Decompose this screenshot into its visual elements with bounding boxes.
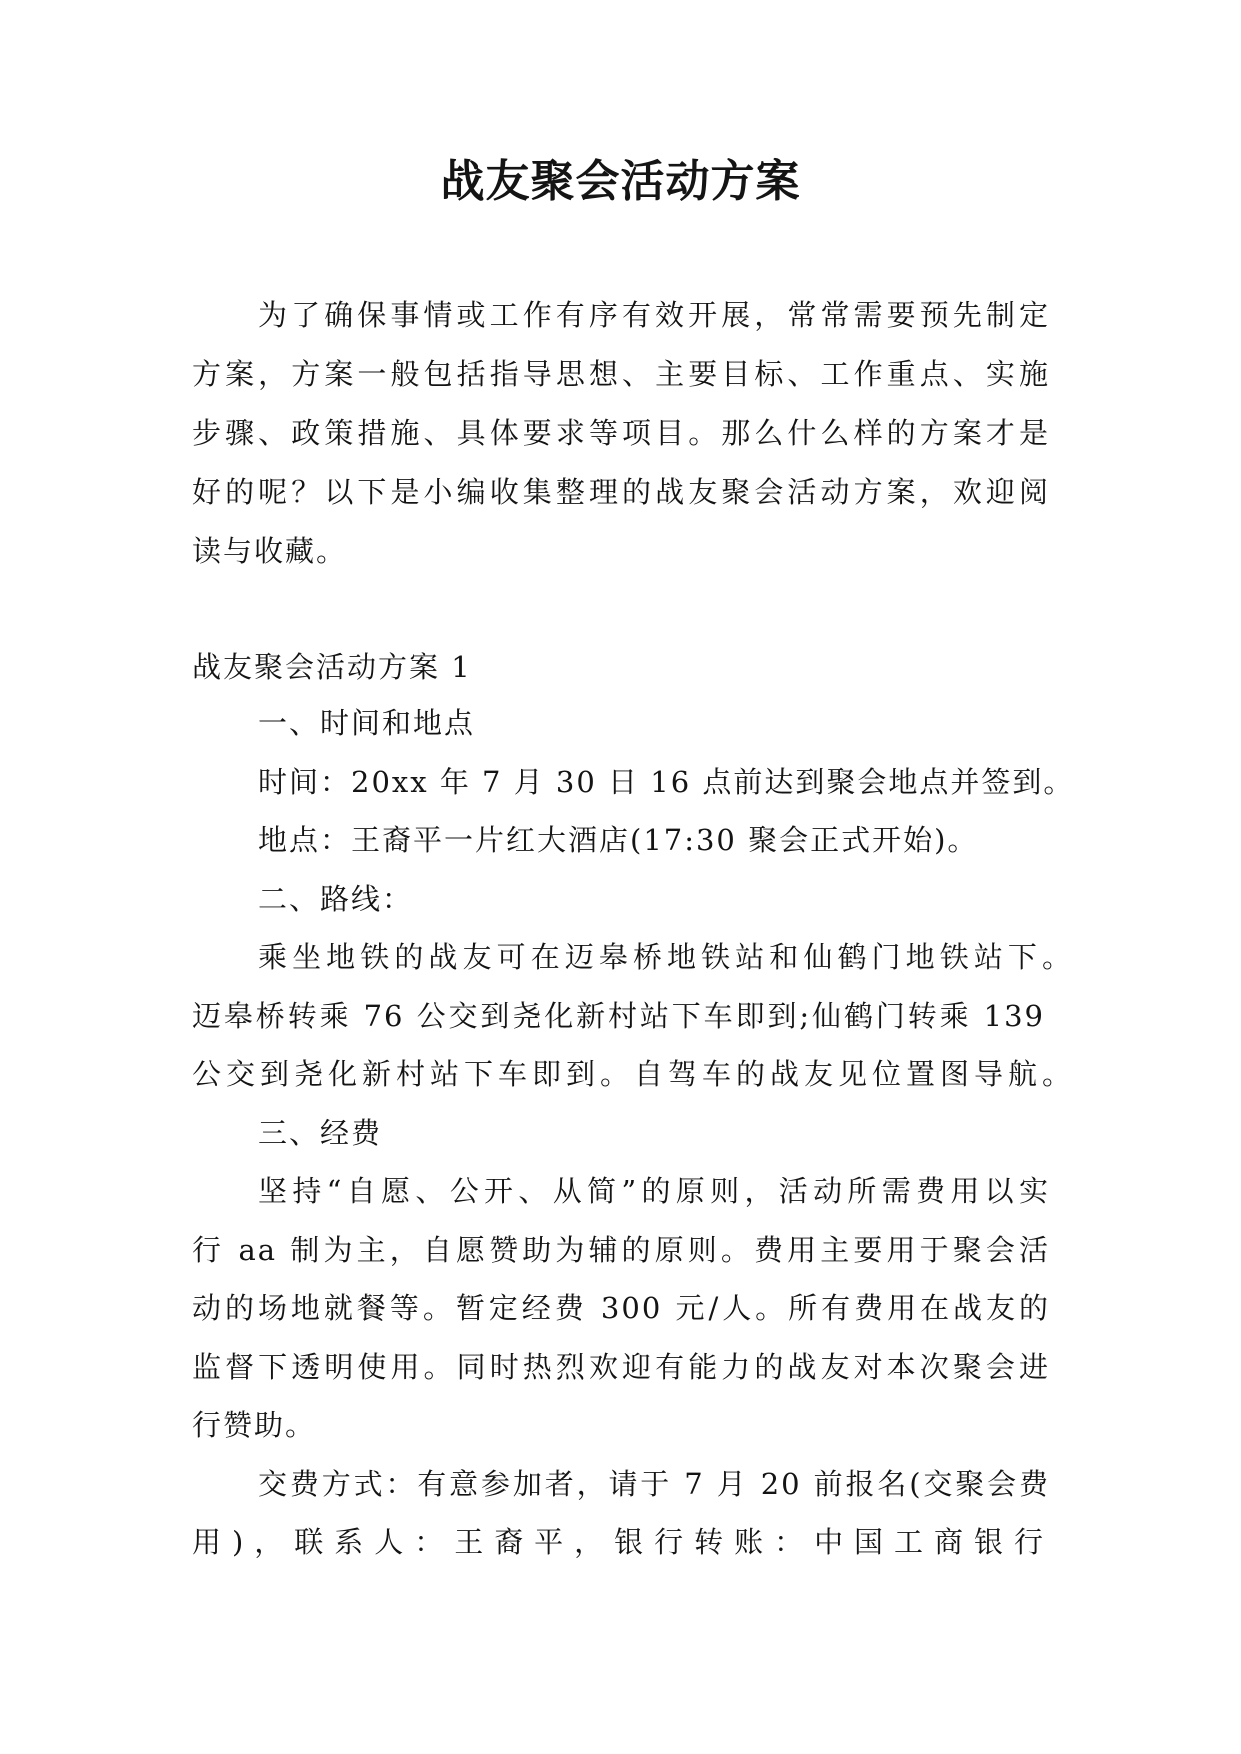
intro-line: 步骤、政策措施、具体要求等项目。那么什么样的方案才是 [192, 416, 1050, 450]
body-line: 乘坐地铁的战友可在迈皋桥地铁站和仙鹤门地铁站下。 [258, 940, 1073, 974]
list-heading-time-place: 一、时间和地点 [258, 706, 476, 740]
intro-line: 为了确保事情或工作有序有效开展，常常需要预先制定 [258, 298, 1050, 332]
intro-line: 好的呢？以下是小编收集整理的战友聚会活动方案，欢迎阅 [192, 475, 1050, 509]
intro-line: 读与收藏。 [192, 534, 348, 568]
intro-line: 方案，方案一般包括指导思想、主要目标、工作重点、实施 [192, 357, 1050, 391]
section-heading: 战友聚会活动方案 1 [192, 650, 472, 684]
body-line: 坚持“自愿、公开、从简”的原则，活动所需费用以实 [258, 1174, 1050, 1208]
list-heading-expenses: 三、经费 [258, 1116, 383, 1150]
body-line: 地点：王裔平一片红大酒店(17:30 聚会正式开始)。 [258, 823, 979, 857]
body-line: 动的场地就餐等。暂定经费 300 元/人。所有费用在战友的 [192, 1291, 1050, 1325]
body-line: 用)，联系人：王裔平，银行转账：中国工商银行 [192, 1525, 1045, 1559]
body-line: 公交到尧化新村站下车即到。自驾车的战友见位置图导航。 [192, 1057, 1073, 1091]
body-line: 时间：20xx 年 7 月 30 日 16 点前达到聚会地点并签到。 [258, 765, 1075, 799]
body-line: 监督下透明使用。同时热烈欢迎有能力的战友对本次聚会进 [192, 1350, 1050, 1384]
body-line: 行 aa 制为主，自愿赞助为辅的原则。费用主要用于聚会活 [192, 1233, 1050, 1267]
body-line: 迈皋桥转乘 76 公交到尧化新村站下车即到;仙鹤门转乘 139 [192, 999, 1045, 1033]
document-title: 战友聚会活动方案 [440, 156, 801, 207]
list-heading-route: 二、路线： [258, 882, 414, 916]
body-line: 行赞助。 [192, 1408, 317, 1442]
body-line: 交费方式：有意参加者，请于 7 月 20 前报名(交聚会费 [258, 1467, 1050, 1501]
